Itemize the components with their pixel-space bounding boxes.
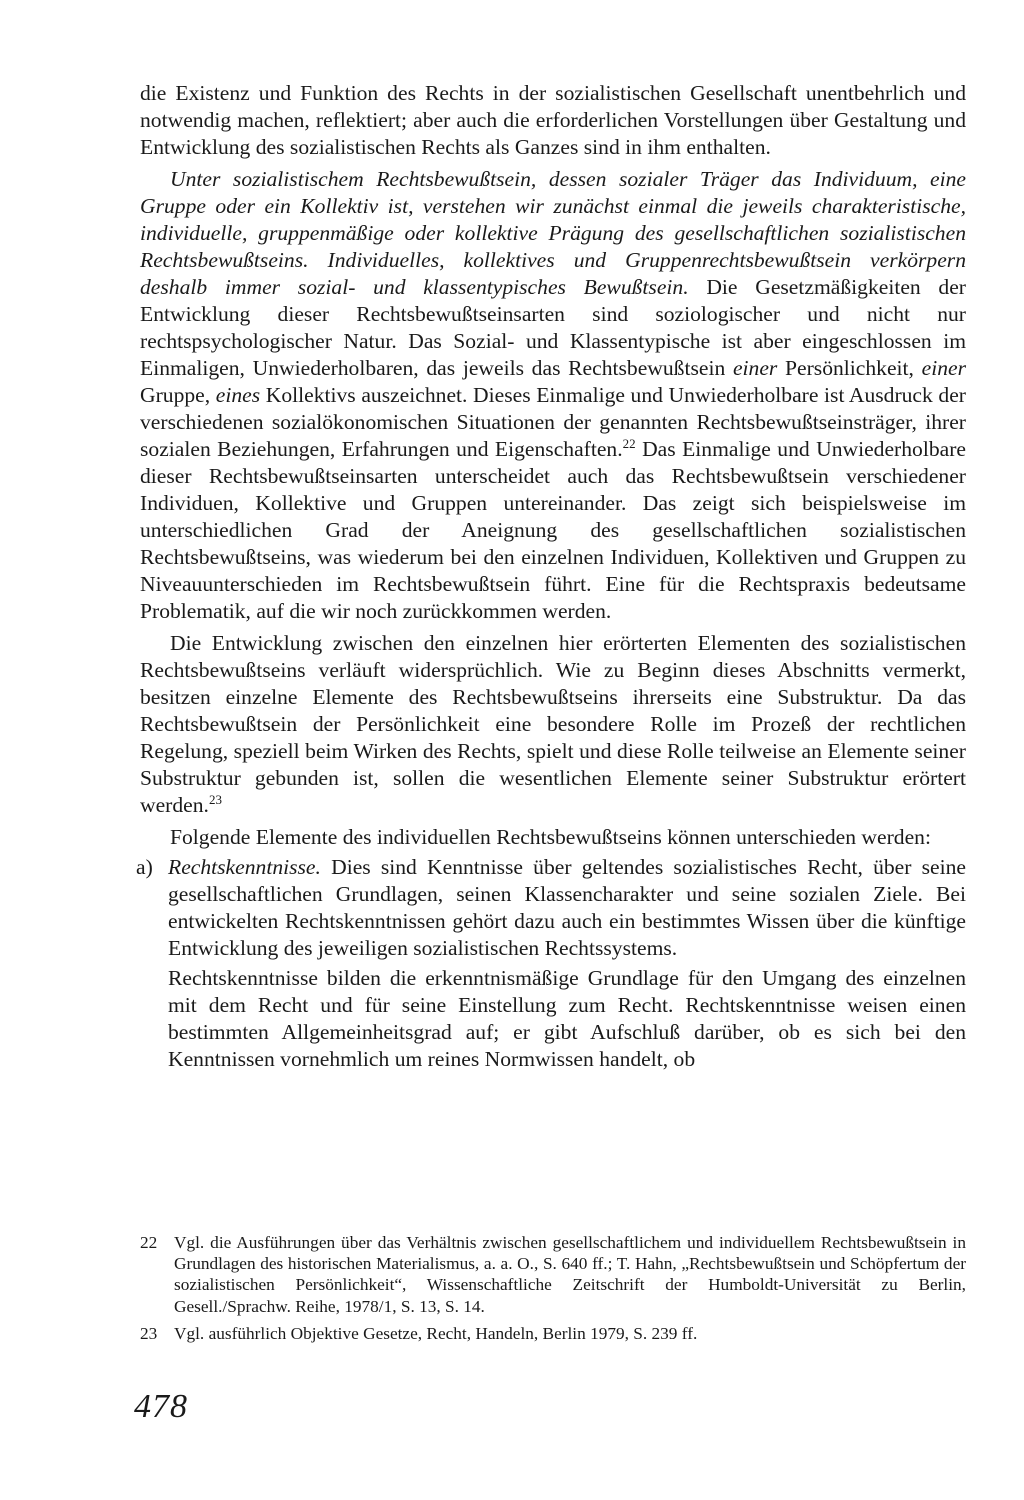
paragraph-definition: Unter sozialistischem Rechtsbewußtsein, dessen sozialer Träger das Individuum, eine Gruppe oder ein Kollektiv ist, verstehen wir zunächst einmal die jeweils charakteristische, individuelle, gruppenmäßige oder kollektive Prägung des gesellschaftlichen sozialistischen Rechtsbewußtseins. Individuelles, kollektives und Gruppenrechtsbewußtsein verkörpern deshalb immer sozial- und klassentypisches Bewußtsein. Die Gesetzmäßigkeiten der Entwicklung dieser Rechtsbewußtseinsarten sind soziologischer und nicht nur rechtspsychologischer Natur. Das Sozial- und Klassentypische ist aber eingeschlossen im Einmaligen, Unwiederholbaren, das jeweils das Rechtsbewußtsein einer Persönlichkeit, einer Gruppe, eines Kollektivs auszeichnet. Dieses Einmalige und Unwiederholbare ist Ausdruck der verschiedenen sozialökonomischen Situationen der genannten Rechtsbewußtseinsträger, ihrer sozialen Beziehungen, Erfahrungen und Eigenschaften.$^{22}$ Das Einmalige und Unwiederholbare dieser Rechtsbewußtseinsarten unterscheidet auch das Rechtsbewußtsein verschiedener Individuen, Kollektive und Gruppen untereinander. Das zeigt sich beispielsweise im unterschiedlichen Grad der Aneignung des gesellschaftlichen sozialistischen Rechtsbewußtseins, was wiederum bei den einzelnen Individuen, Kollektiven und Gruppen zu Niveauunterschieden im Rechtsbewußtsein führt. Eine für die Rechtspraxis bedeutsame Problematik, auf die wir noch zurückkommen werden. (140, 167, 967, 623)
footnote-22 (140, 1232, 966, 1317)
list-marker: a) (136, 855, 153, 879)
footnote-text: Vgl. die Ausführungen über das Verhältnis zwischen gesellschaftlichem und individuellem Rechtsbewußtsein in Grundlagen des historischen Materialismus, a. a. O., S. 640 ff.; T. Hahn, „Rechtsbewußtsein und Schöpfertum der sozialistischen Persönlichkeit“, Wissenschaftliche Zeitschrift der Humboldt-Universität zu Berlin, Gesell./Sprachw. Reihe, 1978/1, S. 13, S. 14. (174, 1233, 966, 1316)
footnote-number: 22 (140, 1233, 158, 1252)
paragraph-development: Die Entwicklung zwischen den einzelnen hier erörterten Elementen des sozialistischen Rechtsbewußtseins verläuft widersprüchlich. Wie zu Beginn dieses Abschnitts vermerkt, besitzen einzelne Elemente des Rechtsbewußtseins ihrerseits eine Substruktur. Da das Rechtsbewußtsein der Persönlichkeit eine besondere Rolle im Prozeß der rechtlichen Regelung, speziell beim Wirken des Rechts, spielt und diese Rolle teilweise an Elemente seiner Substruktur gebunden ist, sollen die wesentlichen Elemente seiner Substruktur erörtert werden.$^{23}$ (140, 631, 966, 817)
footnote-ref-22: 22 (622, 436, 636, 451)
paragraph-elements-intro: Folgende Elemente des individuellen Rechtsbewußtseins können unterschieden werden: (170, 825, 931, 849)
definition-italic: Unter sozialistischem Rechtsbewußtsein, dessen sozialer Träger das Individuum, eine Gruppe oder ein Kollektiv ist, verstehen wir zunächst einmal die jeweils charakteristische, individuelle, gruppenmäßige oder kollektive Prägung des gesellschaftlichen sozialistischen Rechtsbewußtseins. Individuelles, kollektives und Gruppenrechtsbewußtsein verkörpern deshalb immer sozial- und klassentypisches Bewußtsein. (140, 167, 966, 299)
footnotes (140, 1232, 966, 1350)
footnote-number: 23 (140, 1323, 158, 1343)
footnote-23 (140, 1323, 966, 1344)
paragraph-continued: die Existenz und Funktion des Rechts in der sozialistischen Gesellschaft unentbehrlich und notwendig machen, reflektiert; aber auch die erforderlichen Vorstellungen über Gestaltung und Entwicklung des sozialistischen Rechts als Ganzes sind in ihm enthalten. (140, 81, 966, 159)
list-item-a: a) Rechtskenntnisse. Dies sind Kenntnisse über geltendes sozialistisches Recht, über seine gesellschaftlichen Grundlagen, seinen Klassencharakter und seine sozialen Ziele. Bei entwickelten Rechtskenntnissen gehört dazu auch ein bestimmtes Wissen über die künftige Entwicklung des jeweiligen sozialistischen Rechtssystems. (136, 855, 966, 960)
footnote-text: Vgl. ausführlich Objektive Gesetze, Recht, Handeln, Berlin 1979, S. 239 ff. (174, 1323, 698, 1343)
list-item-a-continuation: Rechtskenntnisse bilden die erkenntnismäßige Grundlage für den Umgang des einzelnen mit dem Recht und für seine Einstellung zum Recht. Rechtskenntnisse weisen einen bestimmten Allgemeinheitsgrad auf; er gibt Aufschluß darüber, ob es sich bei den Kenntnissen vornehmlich um reines Normwissen handelt, ob (168, 966, 966, 1071)
page-number: 478 (134, 1388, 188, 1425)
main-text (136, 80, 967, 1073)
footnote-ref-23: 23 (208, 792, 222, 807)
list-item-title: Rechtskenntnisse. (168, 855, 321, 879)
